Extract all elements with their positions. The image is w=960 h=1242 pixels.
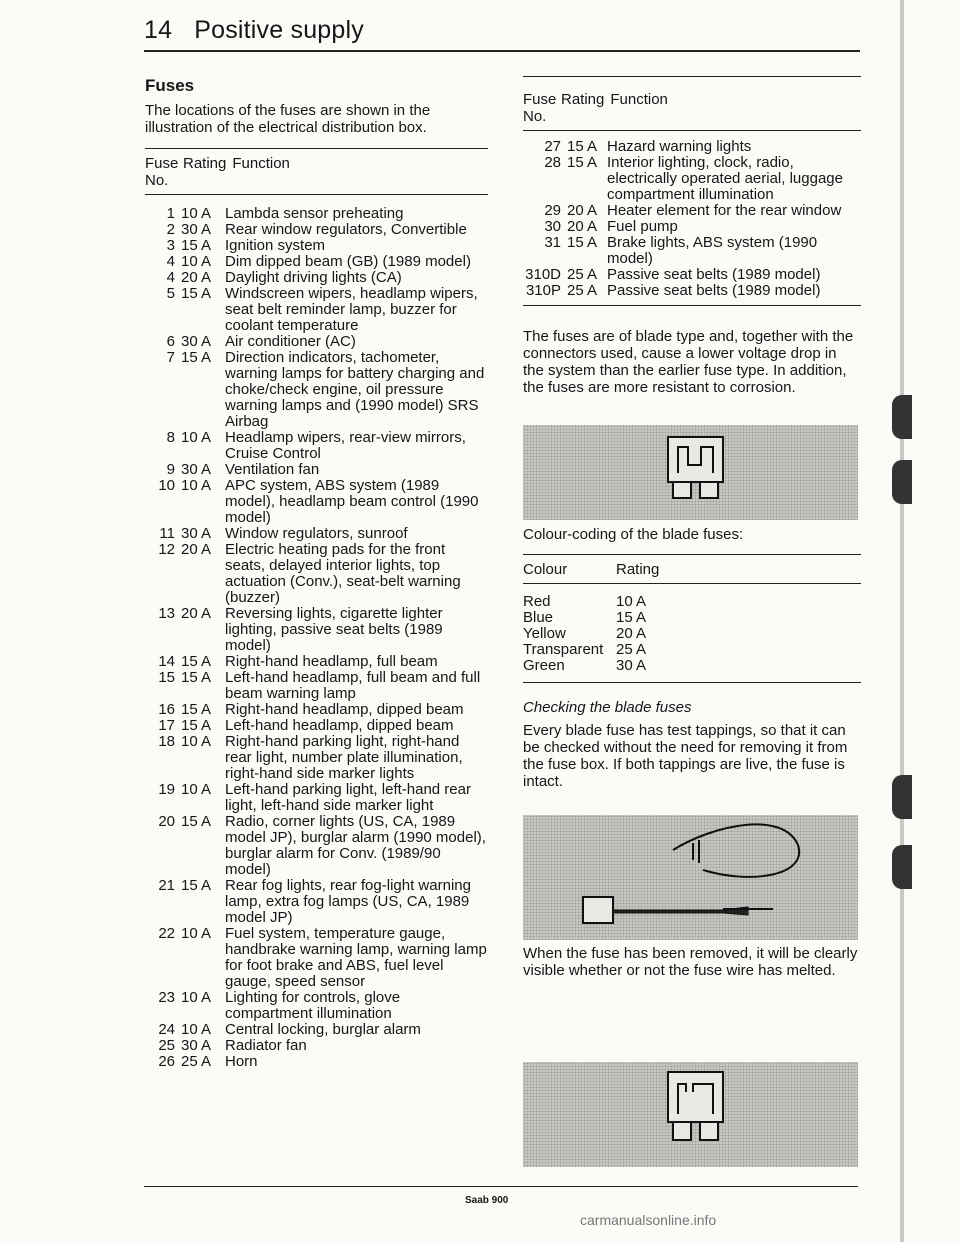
- fuse-row: [145, 734, 488, 782]
- fuse-function: Left-hand headlamp, full beam and full beam warning lamp: [225, 669, 481, 702]
- col-fuse-header: Fuse No.: [523, 91, 557, 125]
- fuse-function: APC system, ABS system (1989 model), headlamp beam control (1990 model): [225, 477, 479, 526]
- right-table-bottom-rule: [523, 305, 861, 306]
- fuse-number: 5: [166, 285, 175, 302]
- fuse-function: Passive seat belts (1989 model): [607, 282, 821, 299]
- fuse-function: Direction indicators, tachometer, warning lamps for battery charging and choke/check engine, oil pressure warning lamps and (1990 model) SRS Airbag: [225, 349, 485, 430]
- fuse-function: Reversing lights, cigarette lighter lighting, passive seat belts (1989 model): [225, 605, 443, 654]
- fuse-row: [145, 206, 488, 222]
- fuse-table-left: [145, 206, 488, 1070]
- fuse-function: Right-hand headlamp, full beam: [225, 653, 438, 670]
- fuse-rating: 25 A: [567, 282, 598, 299]
- blade-text: The fuses are of blade type and, together with the connectors used, cause a lower voltage drop in the system than the earlier fuse type. In addition, the fuses are more resistant to corrosion.: [523, 328, 854, 396]
- colour-rating: 15 A: [616, 609, 647, 626]
- fuse-rating: 10 A: [181, 733, 212, 750]
- fuse-table-right: [523, 139, 861, 299]
- binder-clip: [892, 460, 912, 504]
- colour-row: [523, 594, 646, 610]
- fuse-function: Rear fog lights, rear fog-light warning lamp, extra fog lamps (US, CA, 1989 model JP): [225, 877, 471, 926]
- fuse-row: [145, 478, 488, 526]
- intro-text: The locations of the fuses are shown in the illustration of the electrical distribution box.: [145, 102, 431, 136]
- fuse-rating: 15 A: [181, 669, 212, 686]
- fuse-rating: 15 A: [181, 701, 212, 718]
- fuse-rating: 15 A: [181, 813, 212, 830]
- fuse-function: Horn: [225, 1053, 258, 1070]
- fuse-function: Rear window regulators, Convertible: [225, 221, 467, 238]
- fuse-number: 7: [166, 349, 175, 366]
- binder-clip: [892, 845, 912, 889]
- colour-name: Transparent: [523, 641, 604, 658]
- fuse-rating: 15 A: [181, 717, 212, 734]
- fuse-function: Daylight driving lights (CA): [225, 269, 402, 286]
- fuse-row: [145, 334, 488, 350]
- fuse-rating: 20 A: [181, 605, 212, 622]
- fuse-rating: 20 A: [567, 218, 598, 235]
- colour-rating: 25 A: [616, 641, 647, 658]
- fuse-number: 4: [166, 269, 175, 286]
- colour-top-rule: [523, 554, 861, 555]
- fuse-row: [145, 286, 488, 334]
- binder-clip: [892, 395, 912, 439]
- fuse-function: Left-hand headlamp, dipped beam: [225, 717, 454, 734]
- col-fuse-header: Fuse No.: [145, 155, 179, 189]
- fuse-function: Central locking, burglar alarm: [225, 1021, 421, 1038]
- fuse-number: 16: [158, 701, 175, 718]
- fuse-rating: 15 A: [181, 877, 212, 894]
- fuse-row: [145, 222, 488, 238]
- fuse-row: [145, 350, 488, 430]
- fuse-row: [145, 654, 488, 670]
- fuse-number: 30: [544, 218, 561, 235]
- melted-fuse-illustration: [523, 1062, 858, 1167]
- colour-header-rule: [523, 583, 861, 584]
- fuse-number: 14: [158, 653, 175, 670]
- fuse-table-header: [145, 155, 488, 189]
- fuse-row: [145, 878, 488, 926]
- fuse-number: 15: [158, 669, 175, 686]
- fuse-row: [145, 782, 488, 814]
- fuse-row: [145, 926, 488, 990]
- fuse-number: 310D: [525, 266, 561, 283]
- col-function-header: Function: [232, 155, 290, 172]
- fuse-rating: 10 A: [181, 781, 212, 798]
- fuse-rating: 30 A: [181, 1037, 212, 1054]
- footer-rule: [144, 1186, 858, 1187]
- fuse-row: [145, 1038, 488, 1054]
- fuse-row: [145, 702, 488, 718]
- table-top-rule: [145, 148, 488, 149]
- fuse-function: Air conditioner (AC): [225, 333, 356, 350]
- fuse-row: [523, 283, 861, 299]
- fuse-function: Passive seat belts (1989 model): [607, 266, 821, 283]
- fuse-rating: 25 A: [181, 1053, 212, 1070]
- colour-name: Red: [523, 593, 551, 610]
- fuse-rating: 15 A: [567, 154, 598, 171]
- colour-intro: Colour-coding of the blade fuses:: [523, 526, 744, 543]
- fuse-number: 22: [158, 925, 175, 942]
- fuse-number: 8: [166, 429, 175, 446]
- fuse-rating: 10 A: [181, 253, 212, 270]
- fuse-number: 12: [158, 541, 175, 558]
- page-title: Positive supply: [194, 16, 364, 44]
- watermark: carmanualsonline.info: [580, 1212, 717, 1228]
- fuse-number: 21: [158, 877, 175, 894]
- fuse-number: 29: [544, 202, 561, 219]
- colour-rating: 10 A: [616, 593, 647, 610]
- fuse-number: 10: [158, 477, 175, 494]
- fuse-test-illustration: [523, 815, 858, 940]
- colour-table-header: [523, 561, 861, 578]
- colour-row: [523, 658, 646, 674]
- fuse-function: Radio, corner lights (US, CA, 1989 model JP), burglar alarm (1990 model), burglar alarm for Conv. (1989/90 model): [225, 813, 486, 878]
- rating-col-header: Rating: [616, 561, 660, 578]
- fuse-number: 13: [158, 605, 175, 622]
- fuse-number: 19: [158, 781, 175, 798]
- fuse-function: Right-hand headlamp, dipped beam: [225, 701, 464, 718]
- fuse-function: Radiator fan: [225, 1037, 307, 1054]
- colour-row: [523, 610, 646, 626]
- binder-clip: [892, 775, 912, 819]
- fuse-row: [523, 139, 861, 155]
- fuse-function: Ventilation fan: [225, 461, 320, 478]
- fuse-number: 4: [166, 253, 175, 270]
- fuse-number: 11: [159, 525, 175, 542]
- fuse-function: Dim dipped beam (GB) (1989 model): [225, 253, 471, 270]
- fuse-number: 26: [158, 1053, 175, 1070]
- fuse-function: Hazard warning lights: [607, 138, 752, 155]
- fuse-function: Interior lighting, clock, radio, electrically operated aerial, luggage compartment illumination: [607, 154, 843, 203]
- fuse-function: Brake lights, ABS system (1990 model): [607, 234, 818, 267]
- fuse-rating: 15 A: [567, 138, 598, 155]
- fuse-rating: 15 A: [567, 234, 598, 251]
- fuse-rating: 10 A: [181, 205, 212, 222]
- fuse-number: 20: [158, 813, 175, 830]
- fuse-row: [145, 254, 488, 270]
- fuse-function: Left-hand parking light, left-hand rear light, left-hand side marker light: [225, 781, 471, 814]
- col-rating-header: Rating: [183, 155, 227, 172]
- fuse-rating: 15 A: [181, 653, 212, 670]
- fuse-row: [145, 814, 488, 878]
- fuse-row: [523, 267, 861, 283]
- left-column: [145, 76, 488, 1070]
- fuse-number: 6: [166, 333, 175, 350]
- fuse-rating: 30 A: [181, 461, 212, 478]
- fuse-function: Heater element for the rear window: [607, 202, 842, 219]
- right-top-rule: [523, 76, 861, 77]
- fuse-number: 27: [544, 138, 561, 155]
- right-header-rule: [523, 130, 861, 131]
- fuse-rating: 10 A: [181, 1021, 212, 1038]
- fuse-rating: 15 A: [181, 237, 212, 254]
- fuse-rating: 15 A: [181, 349, 212, 366]
- fuse-rating: 30 A: [181, 221, 212, 238]
- fuse-function: Fuel pump: [607, 218, 678, 235]
- fuse-number: 25: [158, 1037, 175, 1054]
- page-header: [144, 16, 364, 45]
- fuse-number: 23: [158, 989, 175, 1006]
- binder-edge: [900, 0, 904, 1242]
- fuse-row: [145, 990, 488, 1022]
- fuse-row: [523, 219, 861, 235]
- fuse-number: 310P: [525, 282, 561, 299]
- page-number: 14: [144, 16, 173, 44]
- fuse-row: [145, 670, 488, 702]
- fuse-function: Lighting for controls, glove compartment illumination: [225, 989, 401, 1022]
- table-header-rule: [145, 194, 488, 195]
- fuse-row: [145, 606, 488, 654]
- fuse-function: Fuel system, temperature gauge, handbrake warning lamp, warning lamp for foot brake and ABS, fuel level gauge, speed sensor: [225, 925, 487, 990]
- fuse-row: [523, 235, 861, 267]
- check-heading: Checking the blade fuses: [523, 699, 692, 716]
- header-rule: [144, 50, 860, 52]
- fuse-rating: 20 A: [181, 541, 212, 558]
- fuse-row: [145, 542, 488, 606]
- fuse-number: 17: [158, 717, 175, 734]
- fuse-number: 9: [166, 461, 175, 478]
- fuse-number: 3: [166, 237, 175, 254]
- col-function-header: Function: [610, 91, 668, 108]
- fuse-row: [145, 238, 488, 254]
- colour-col-header: Colour: [523, 561, 568, 578]
- fuse-function: Electric heating pads for the front seats, delayed interior lights, top actuation (Conv.), seat-belt warning (buzzer): [225, 541, 461, 606]
- fuse-row: [145, 462, 488, 478]
- fuse-row: [145, 526, 488, 542]
- fuse-function: Right-hand parking light, right-hand rear light, number plate illumination, right-hand side marker lights: [225, 733, 463, 782]
- check-text: Every blade fuse has test tappings, so that it can be checked without the need for removing it from the fuse box. If both tappings are live, the fuse is intact.: [523, 722, 848, 790]
- fuse-row: [145, 270, 488, 286]
- fuse-row: [145, 1054, 488, 1070]
- colour-name: Yellow: [523, 625, 566, 642]
- colour-row: [523, 642, 646, 658]
- colour-name: Blue: [523, 609, 554, 626]
- fuse-function: Window regulators, sunroof: [225, 525, 408, 542]
- fuse-rating: 10 A: [181, 989, 212, 1006]
- fuse-rating: 30 A: [181, 525, 212, 542]
- colour-bottom-rule: [523, 682, 861, 683]
- fuse-function: Windscreen wipers, headlamp wipers, seat belt reminder lamp, buzzer for coolant temperature: [225, 285, 478, 334]
- fuse-number: 18: [158, 733, 175, 750]
- fuse-row: [523, 203, 861, 219]
- fuse-function: Headlamp wipers, rear-view mirrors, Cruise Control: [225, 429, 466, 462]
- colour-name: Green: [523, 657, 565, 674]
- fuse-rating: 10 A: [181, 477, 212, 494]
- fuse-row: [145, 718, 488, 734]
- right-table-header: [523, 91, 861, 125]
- fuse-number: 24: [158, 1021, 175, 1038]
- fuse-row: [523, 155, 861, 203]
- colour-rating: 30 A: [616, 657, 647, 674]
- fuse-number: 28: [544, 154, 561, 171]
- fuse-rating: 10 A: [181, 429, 212, 446]
- fuse-rating: 25 A: [567, 266, 598, 283]
- blade-fuse-illustration: [523, 425, 858, 520]
- fuse-row: [145, 430, 488, 462]
- removed-text: When the fuse has been removed, it will be clearly visible whether or not the fuse wire has melted.: [523, 945, 858, 979]
- fuse-rating: 15 A: [181, 285, 212, 302]
- fuse-row: [145, 1022, 488, 1038]
- fuse-rating: 20 A: [181, 269, 212, 286]
- fuse-number: 31: [544, 234, 561, 251]
- fuse-function: Ignition system: [225, 237, 326, 254]
- fuse-rating: 20 A: [567, 202, 598, 219]
- fuse-number: 1: [166, 205, 175, 222]
- fuse-number: 2: [166, 221, 175, 238]
- fuse-rating: 30 A: [181, 333, 212, 350]
- col-rating-header: Rating: [561, 91, 605, 108]
- colour-table: [523, 594, 646, 674]
- fuse-function: Lambda sensor preheating: [225, 205, 404, 222]
- page-footer: Saab 900: [465, 1195, 509, 1206]
- section-title: Fuses: [145, 76, 195, 95]
- fuse-rating: 10 A: [181, 925, 212, 942]
- colour-rating: 20 A: [616, 625, 647, 642]
- colour-row: [523, 626, 646, 642]
